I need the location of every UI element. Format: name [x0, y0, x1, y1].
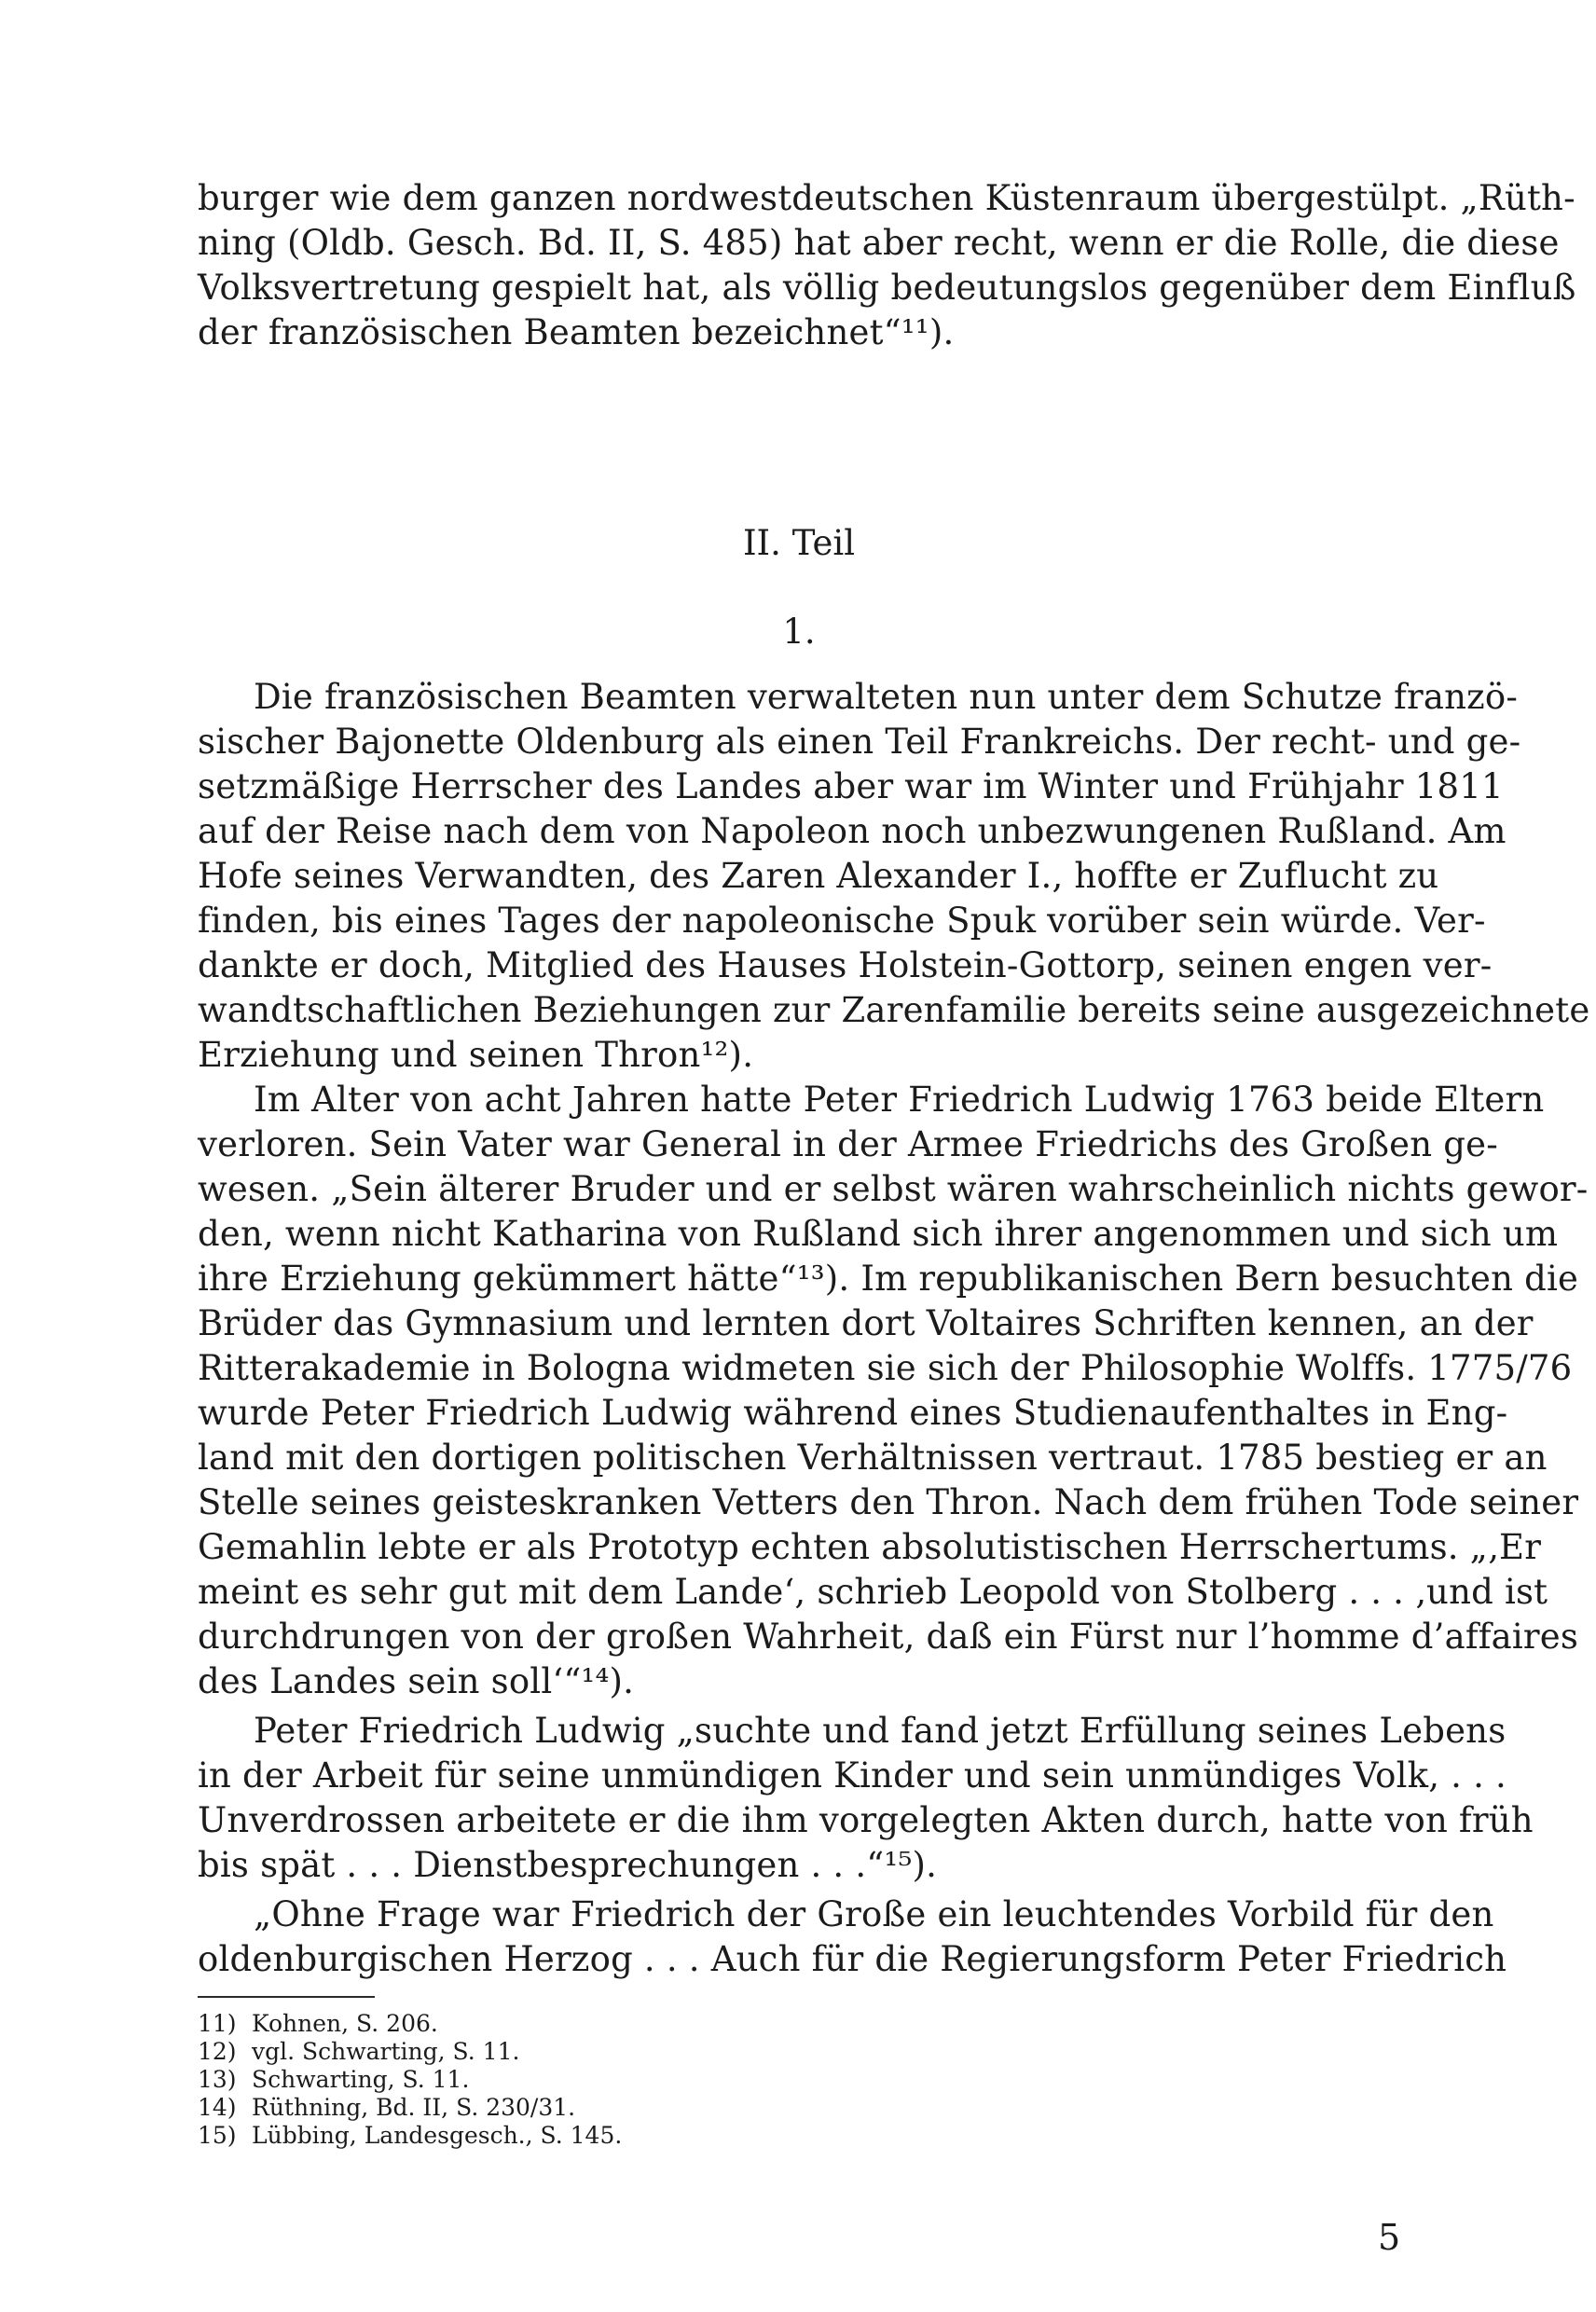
- footnote-text: Rüthning, Bd. II, S. 230/31.: [252, 2094, 576, 2121]
- text-line: Peter Friedrich Ludwig „suchte und fand jetzt Erfüllung seines Lebens: [254, 1711, 1507, 1751]
- text-line: setzmäßige Herrscher des Landes aber war im Winter und Frühjahr 1811: [198, 766, 1504, 806]
- footnote: [198, 2122, 943, 2150]
- text-line: ning (Oldb. Gesch. Bd. II, S. 485) hat aber recht, wenn er die Rolle, die diese: [198, 223, 1560, 263]
- text-line: Gemahlin lebte er als Prototyp echten absolutistischen Herrschertums. „‚Er: [198, 1527, 1542, 1567]
- text-line: dankte er doch, Mitglied des Hauses Holstein-Gottorp, seinen engen ver-: [198, 945, 1493, 985]
- footnote-number: 15): [198, 2122, 237, 2149]
- text-line: bis spät . . . Dienstbesprechungen . . .“¹⁵).: [198, 1845, 938, 1885]
- text-line: durchdrungen von der großen Wahrheit, daß ein Fürst nur l’homme d’affaires: [198, 1617, 1579, 1657]
- footnote-text: vgl. Schwarting, S. 11.: [252, 2038, 520, 2065]
- text-line: wandtschaftlichen Beziehungen zur Zarenfamilie bereits seine ausgezeichnete: [198, 990, 1590, 1030]
- text-line: Volksvertretung gespielt hat, als völlig bedeutungslos gegenüber dem Einfluß: [198, 268, 1576, 308]
- document-page: [198, 0, 1590, 2312]
- footnote-rule: [198, 1996, 375, 1998]
- footnote-number: 13): [198, 2066, 237, 2093]
- page-number: 5: [1378, 2217, 1401, 2258]
- text-line: Stelle seines geisteskranken Vetters den Thron. Nach dem frühen Tode seiner: [198, 1482, 1579, 1522]
- footnote-text: Schwarting, S. 11.: [252, 2066, 470, 2093]
- footnote-text: Lübbing, Landesgesch., S. 145.: [252, 2122, 623, 2149]
- text-line: Brüder das Gymnasium und lernten dort Voltaires Schriften kennen, an der: [198, 1303, 1534, 1343]
- text-line: „Ohne Frage war Friedrich der Große ein leuchtendes Vorbild für den: [254, 1894, 1494, 1934]
- footnote: [198, 2038, 943, 2066]
- footnote: [198, 2010, 943, 2038]
- text-line: auf der Reise nach dem von Napoleon noch unbezwungenen Rußland. Am: [198, 811, 1507, 851]
- text-line: Im Alter von acht Jahren hatte Peter Friedrich Ludwig 1763 beide Eltern: [254, 1080, 1545, 1120]
- text-line: verloren. Sein Vater war General in der Armee Friedrichs des Großen ge-: [198, 1124, 1498, 1164]
- text-line: oldenburgischen Herzog . . . Auch für die Regierungsform Peter Friedrich: [198, 1939, 1507, 1979]
- text-line: meint es sehr gut mit dem Lande‘, schrieb Leopold von Stolberg . . . ‚und ist: [198, 1572, 1548, 1612]
- text-line: ihre Erziehung gekümmert hätte“¹³). Im republikanischen Bern besuchten die: [198, 1259, 1579, 1299]
- text-line: des Landes sein soll‘“¹⁴).: [198, 1661, 635, 1701]
- part-heading: II. Teil: [742, 523, 856, 563]
- text-line: Die französischen Beamten verwalteten nun unter dem Schutze franzö-: [254, 677, 1519, 717]
- text-line: wesen. „Sein älterer Bruder und er selbst wären wahrscheinlich nichts gewor-: [198, 1169, 1589, 1209]
- footnote-text: Kohnen, S. 206.: [252, 2010, 438, 2037]
- text-line: finden, bis eines Tages der napoleonische Spuk vorüber sein würde. Ver-: [198, 901, 1486, 941]
- text-line: Erziehung und seinen Thron¹²).: [198, 1035, 754, 1075]
- text-line: Ritterakademie in Bologna widmeten sie sich der Philosophie Wolffs. 1775/76: [198, 1348, 1573, 1388]
- section-number: 1.: [782, 612, 816, 652]
- footnote-number: 11): [198, 2010, 237, 2037]
- text-line: Hofe seines Verwandten, des Zaren Alexander I., hoffte er Zuflucht zu: [198, 856, 1439, 896]
- text-line: burger wie dem ganzen nordwestdeutschen Küstenraum übergestülpt. „Rüth-: [198, 178, 1575, 218]
- footnote: [198, 2066, 943, 2094]
- text-line: in der Arbeit für seine unmündigen Kinder und sein unmündiges Volk, . . .: [198, 1755, 1507, 1796]
- footnote-number: 14): [198, 2094, 237, 2121]
- text-line: Unverdrossen arbeitete er die ihm vorgelegten Akten durch, hatte von früh: [198, 1800, 1534, 1840]
- text-line: land mit den dortigen politischen Verhältnissen vertraut. 1785 bestieg er an: [198, 1438, 1548, 1478]
- text-line: sischer Bajonette Oldenburg als einen Teil Frankreichs. Der recht- und ge-: [198, 722, 1521, 762]
- footnote: [198, 2094, 943, 2122]
- text-line: der französischen Beamten bezeichnet“¹¹).: [198, 312, 955, 352]
- text-line: den, wenn nicht Katharina von Rußland sich ihrer angenommen und sich um: [198, 1214, 1559, 1254]
- text-line: wurde Peter Friedrich Ludwig während eines Studienaufenthaltes in Eng-: [198, 1393, 1508, 1433]
- footnote-number: 12): [198, 2038, 237, 2065]
